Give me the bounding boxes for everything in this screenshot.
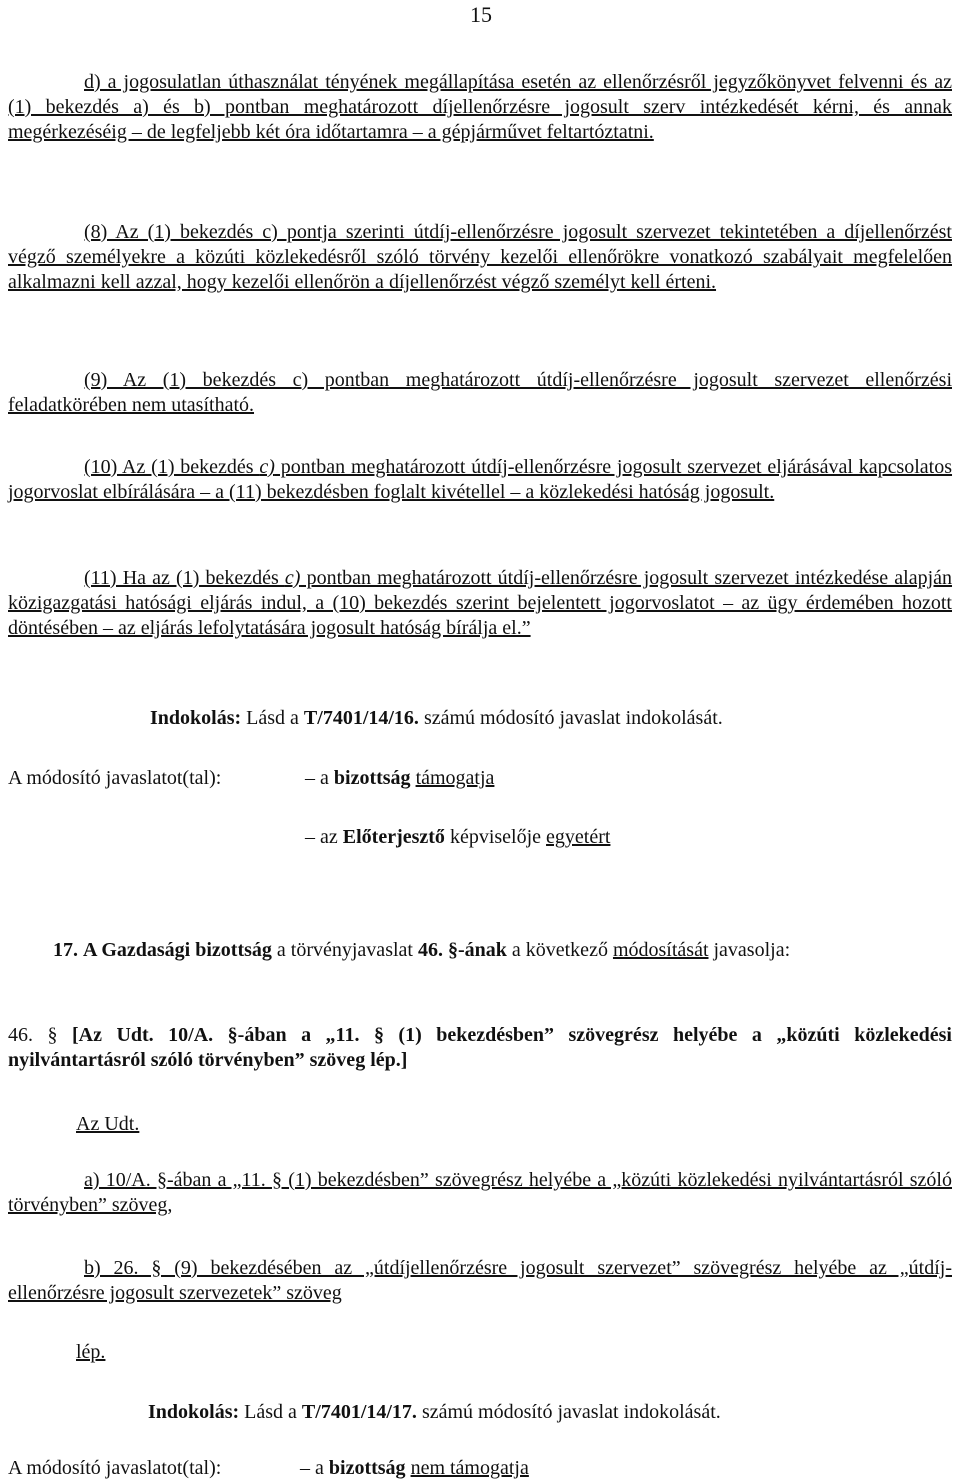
udt-lep: lép. bbox=[76, 1341, 106, 1363]
javaslat-2-label: A módosító javaslatot(tal): bbox=[8, 1457, 222, 1479]
javaslat-1-line-2: – az Előterjesztő képviselője egyetért bbox=[305, 826, 611, 848]
paragraph-10 bbox=[8, 455, 952, 505]
paragraph-8-text: (8) Az (1) bekezdés c) pontja szerinti útdíj-ellenőrzésre jogosult szervezet tekintetében a díjellenőrzést végző személyekre a közúti közlekedésről szóló törvény kezelői ellenőrökre vonatkozó szabályait megfelelően alkalmazni kell azzal, hogy kezelői ellenőrön a díjellenőrzést végző személyt kell érteni. bbox=[8, 221, 952, 293]
javaslat-1-line-1: – a bizottság támogatja bbox=[305, 767, 495, 789]
indokolas-1: Indokolás: Lásd a T/7401/14/16. számú módosító javaslat indokolását. bbox=[150, 707, 723, 729]
udt-point-a: a) 10/A. §-ában a „11. § (1) bekezdésben” szövegrész helyébe a „közúti közlekedési nyilvántartásról szóló törvényben” szöveg, bbox=[8, 1169, 952, 1216]
page-number: 15 bbox=[470, 2, 492, 27]
paragraph-8 bbox=[8, 220, 952, 295]
paragraph-10-text: (10) Az (1) bekezdés c) pontban meghatározott útdíj-ellenőrzésre jogosult szervezet eljárásával kapcsolatos jogorvoslat elbírálására – a (11) bekezdésben foglalt kivétellel – a közlekedési hatóság jogosult. bbox=[8, 456, 953, 503]
indokolas-2: Indokolás: Lásd a T/7401/14/17. számú módosító javaslat indokolását. bbox=[148, 1401, 721, 1423]
section-d-text: d) a jogosulatlan úthasználat tényének megállapítása esetén az ellenőrzésről jegyzőkönyvet felvenni és az (1) bekezdés a) és b) pontban meghatározott díjellenőrzésre jogosult szerv intézkedését kérni, és annak megérkezéséig – de legfeljebb két óra időtartamra – a gépjárművet feltartóztatni. bbox=[8, 71, 952, 143]
udt-title: Az Udt. bbox=[76, 1113, 140, 1135]
paragraph-11 bbox=[8, 566, 952, 641]
paragraph-11-text: (11) Ha az (1) bekezdés c) pontban meghatározott útdíj-ellenőrzésre jogosult szervezet intézkedése alapján közigazgatási hatósági eljárás indul, a (10) bekezdés szerint bejelentett jogorvoslatot – az ügy érdemében hozott döntésében – az eljárás lefolytatására jogosult hatóság bírálja el.” bbox=[8, 567, 953, 639]
item-17: 17. A Gazdasági bizottság a törvényjavaslat 46. §-ának a következő módosítását javasolja: bbox=[53, 939, 791, 961]
javaslat-1-label: A módosító javaslatot(tal): bbox=[8, 767, 222, 789]
udt-point-b: b) 26. § (9) bekezdésében az „útdíjellenőrzésre jogosult szervezet” szövegrész helyébe az „útdíj-ellenőrzésre jogosult szervezetek” szöveg bbox=[8, 1257, 952, 1304]
item-46: 46. § [Az Udt. 10/A. §-ában a „11. § (1) bekezdésben” szövegrész helyébe a „közúti közlekedési nyilvántartásról szóló törvényben” szöveg lép.] bbox=[8, 1024, 952, 1071]
paragraph-9 bbox=[8, 368, 952, 418]
javaslat-2-line: – a bizottság nem támogatja bbox=[300, 1457, 529, 1479]
paragraph-9-text: (9) Az (1) bekezdés c) pontban meghatározott útdíj-ellenőrzésre jogosult szervezet ellenőrzési feladatkörében nem utasítható. bbox=[8, 369, 952, 416]
section-d bbox=[8, 70, 952, 145]
